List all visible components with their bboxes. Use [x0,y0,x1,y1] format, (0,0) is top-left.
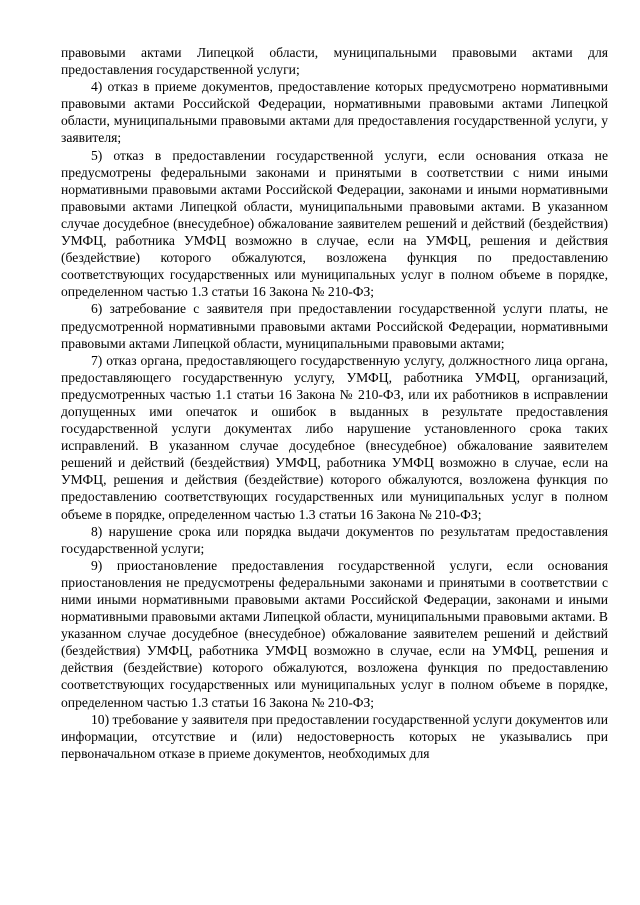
paragraph-item-6: 6) затребование с заявителя при предоставлении государственной услуги платы, не предусмотренной нормативными правовыми актами Российской Федерации, нормативными правовыми актами Липецкой области, муниципальными правовыми актами; [61,301,608,351]
paragraph-item-4: 4) отказ в приеме документов, предоставление которых предусмотрено нормативными правовыми актами Российской Федерации, нормативными правовыми актами Липецкой области, муниципальными правовыми актами для предоставления государственной услуги, у заявителя; [61,79,608,146]
paragraph-continuation: правовыми актами Липецкой области, муниципальными правовыми актами для предоставления государственной услуги; [61,45,608,78]
paragraph-item-7: 7) отказ органа, предоставляющего государственную услугу, должностного лица органа, предоставляющего государственную услугу, УМФЦ, работника УМФЦ, организаций, предусмотренных частью 1.1 статьи 16 Закона № 210-ФЗ, или их работников в исправлении допущенных ими опечаток и ошибок в выданных в результате предоставления государственной услуги документах либо нарушение установленного срока таких исправлений. В указанном случае досудебное (внесудебное) обжалование заявителем решений и действий (бездействия) УМФЦ, работника УМФЦ возможно в случае, если на УМФЦ, решения и действия (бездействие) которого обжалуются, возложена функция по предоставлению соответствующих государственных или муниципальных услуг в полном объеме в порядке, определенном частью 1.3 статьи 16 Закона № 210-ФЗ; [61,352,608,522]
document-page [61,44,608,762]
paragraph-item-9: 9) приостановление предоставления государственной услуги, если основания приостановления не предусмотрены федеральными законами и принятыми в соответствии с ними иными нормативными правовыми актами Российской Федерации, законами и иными нормативными правовыми актами Липецкой области, муниципальными правовыми актами. В указанном случае досудебное (внесудебное) обжалование заявителем решений и действий (бездействия) УМФЦ, работника УМФЦ возможно в случае, если на УМФЦ, решения и действия (бездействие) которого обжалуются, возложена функция по предоставлению соответствующих государственных или муниципальных услуг в полном объеме в порядке, определенном частью 1.3 статьи 16 Закона № 210-ФЗ; [61,557,608,710]
paragraph-item-10: 10) требование у заявителя при предоставлении государственной услуги документов или информации, отсутствие и (или) недостоверность которых не указывались при первоначальном отказе в приеме документов, необходимых для [61,711,608,761]
paragraph-item-5: 5) отказ в предоставлении государственной услуги, если основания отказа не предусмотрены федеральными законами и принятыми в соответствии с ними иными нормативными правовыми актами Российской Федерации, законами и иными нормативными правовыми актами Липецкой области, муниципальными правовыми актами. В указанном случае досудебное (внесудебное) обжалование заявителем решений и действий (бездействия) УМФЦ, работника УМФЦ возможно в случае, если на УМФЦ, решения и действия (бездействие) которого обжалуются, возложена функция по предоставлению соответствующих государственных или муниципальных услуг в полном объеме в порядке, определенном частью 1.3 статьи 16 Закона № 210-ФЗ; [61,147,608,300]
paragraph-item-8: 8) нарушение срока или порядка выдачи документов по результатам предоставления государственной услуги; [61,523,608,556]
